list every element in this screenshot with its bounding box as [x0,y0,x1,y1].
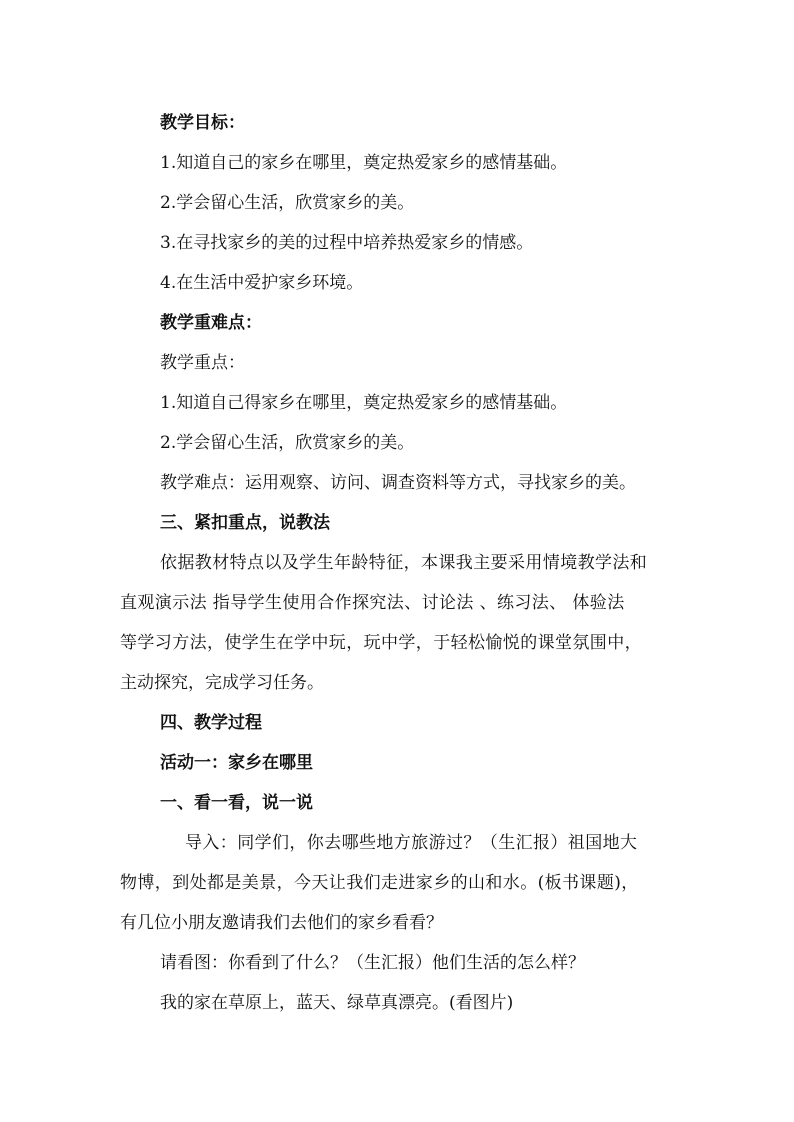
method-line-4: 主动探究，完成学习任务。 [120,673,324,693]
method-line-1: 依据教材特点以及学生年龄特征，本课我主要采用情境教学法和 [160,553,648,573]
heading-activity-1: 活动一：家乡在哪里 [160,753,313,773]
my-home-line: 我的家在草原上，蓝天、绿草真漂亮。(看图片) [160,993,514,1013]
key-points-label: 教学重点： [160,353,245,373]
intro-line-1: 导入：同学们，你去哪些地方旅游过？（生汇报）祖国地大 [185,833,638,853]
heading-process: 四、教学过程 [160,713,262,733]
objective-1: 1.知道自己的家乡在哪里，奠定热爱家乡的感情基础。 [160,153,568,173]
intro-line-2: 物博，到处都是美景，今天让我们走进家乡的山和水。(板书课题)， [120,873,639,893]
difficulty-line: 教学难点：运用观察、访问、调查资料等方式，寻找家乡的美。 [160,473,636,493]
look-question: 请看图：你看到了什么？（生汇报）他们生活的怎么样？ [160,953,585,973]
objective-3: 3.在寻找家乡的美的过程中培养热爱家乡的情感。 [160,233,534,253]
objective-2: 2.学会留心生活，欣赏家乡的美。 [160,193,415,213]
method-line-2: 直观演示法 指导学生使用合作探究法、讨论法 、练习法、 体验法 [120,593,625,613]
heading-key-points: 教学重难点： [160,313,262,333]
heading-method: 三、紧扣重点，说教法 [160,513,330,533]
method-line-3: 等学习方法，使学生在学中玩，玩中学，于轻松愉悦的课堂氛围中， [120,633,642,653]
key-point-1: 1.知道自己得家乡在哪里，奠定热爱家乡的感情基础。 [160,393,568,413]
heading-look-and-say: 一、看一看，说一说 [160,793,313,813]
intro-line-3: 有几位小朋友邀请我们去他们的家乡看看？ [120,913,443,933]
objective-4: 4.在生活中爱护家乡环境。 [160,273,364,293]
key-point-2: 2.学会留心生活，欣赏家乡的美。 [160,433,415,453]
heading-objectives: 教学目标： [160,113,245,133]
